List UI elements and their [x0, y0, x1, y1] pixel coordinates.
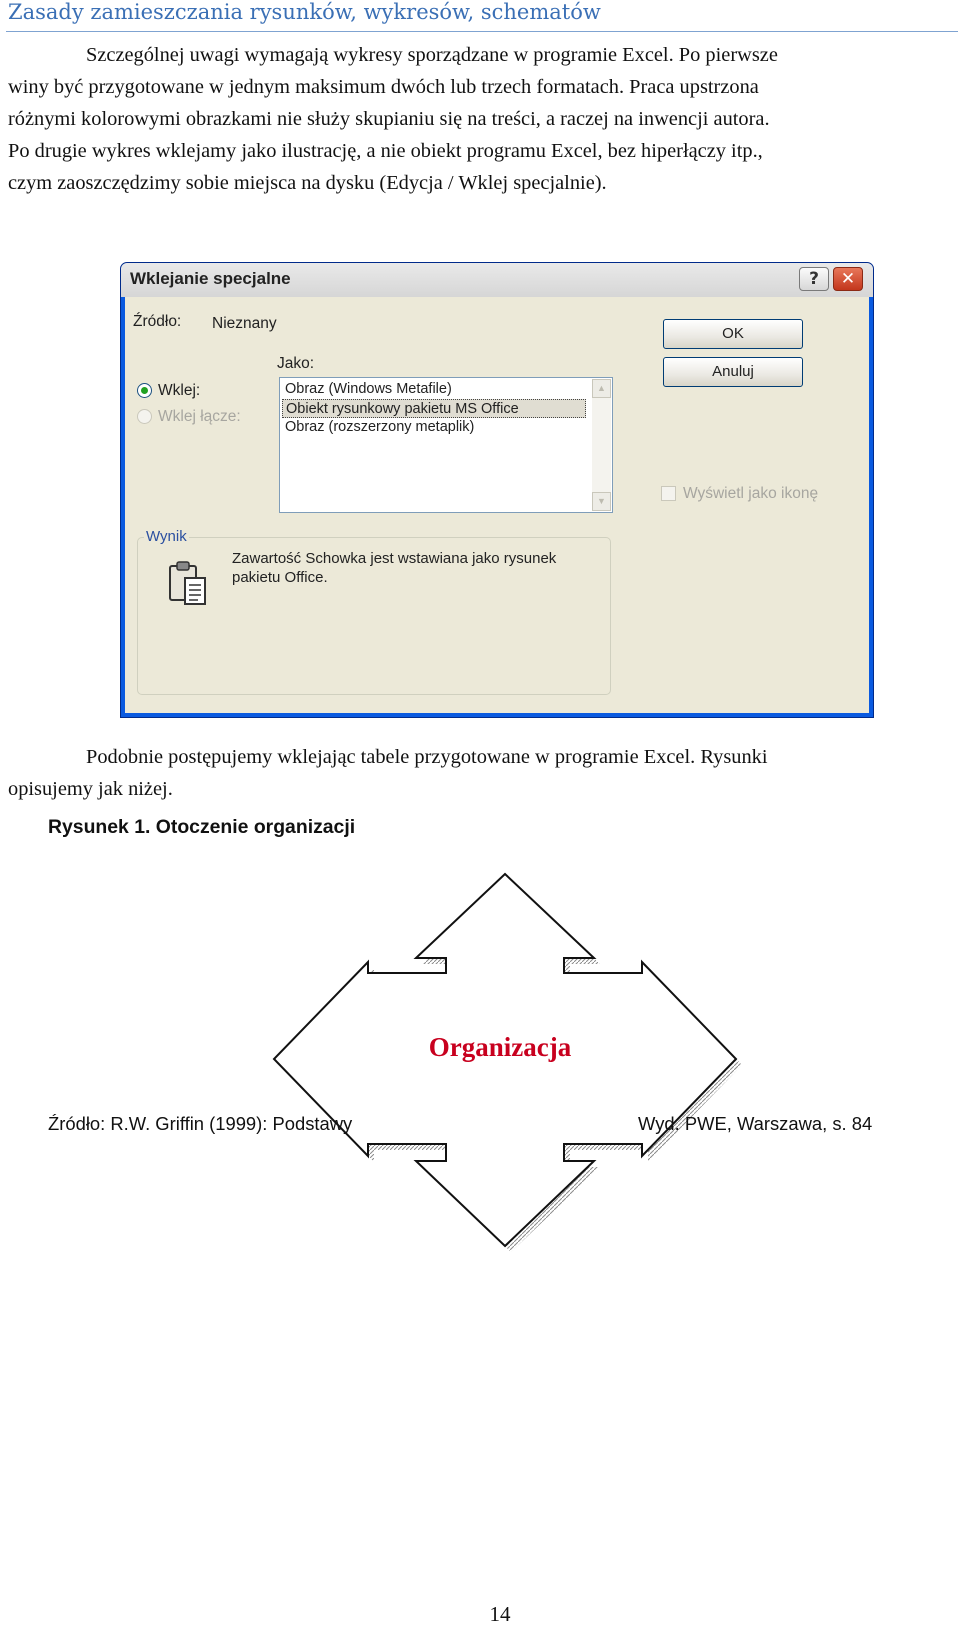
paragraph-1-line-2: winy być przygotowane w jednym maksimum dwóch lub trzech formatach. Praca upstrzona [8, 76, 759, 98]
figure-source-right: Wyd. PWE, Warszawa, s. 84 [638, 1113, 873, 1134]
source-label: Źródło: [133, 313, 182, 330]
format-option-selected[interactable]: Obiekt rysunkowy pakietu MS Office [282, 399, 586, 418]
paste-link-radio [137, 409, 152, 424]
result-groupbox [137, 528, 611, 695]
clipboard-icon [168, 560, 210, 608]
result-text-line-2: pakietu Office. [232, 569, 328, 586]
paragraph-2-line-2: opisujemy jak niżej. [8, 778, 173, 800]
paste-radio[interactable] [137, 383, 152, 398]
format-option[interactable]: Obraz (rozszerzony metaplik) [285, 419, 475, 435]
paragraph-2-line-1: Podobnie postępujemy wklejając tabele przygotowane w programie Excel. Rysunki [86, 746, 768, 768]
scroll-down-icon[interactable]: ▼ [592, 492, 611, 511]
header-rule [6, 31, 958, 32]
paragraph-1-line-3: różnymi kolorowymi obrazkami nie służy skupianiu się na treści, a raczej na inwencji autora. [8, 108, 770, 130]
display-as-icon-checkbox [661, 486, 676, 501]
result-label: Wynik [146, 528, 187, 545]
paste-special-dialog [120, 262, 874, 718]
four-way-arrow-diagram [260, 868, 750, 1268]
paste-radio-label[interactable]: Wklej: [158, 382, 201, 399]
paragraph-1-line-1: Szczególnej uwagi wymagają wykresy sporządzane w programie Excel. Po pierwsze [86, 44, 778, 66]
cancel-button[interactable]: Anuluj [663, 357, 803, 387]
format-option[interactable]: Obraz (Windows Metafile) [285, 381, 452, 397]
paragraph-1-line-5: czym zaoszczędzimy sobie miejsca na dysku (Edycja / Wklej specjalnie). [8, 172, 607, 194]
close-button[interactable]: ✕ [833, 267, 863, 291]
source-value: Nieznany [212, 315, 277, 332]
figure-source-left: Źródło: R.W. Griffin (1999): Podstawy [48, 1113, 353, 1134]
paste-link-radio-label: Wklej łącze: [158, 408, 241, 425]
help-button[interactable]: ? [799, 267, 829, 291]
format-listbox[interactable] [279, 377, 613, 513]
result-text-line-1: Zawartość Schowka jest wstawiana jako rysunek [232, 550, 557, 567]
listbox-scrollbar[interactable] [592, 379, 611, 511]
paragraph-1-line-4: Po drugie wykres wklejamy jako ilustrację, a nie obiekt programu Excel, bez hiperłączy itp., [8, 140, 763, 162]
figure-caption: Rysunek 1. Otoczenie organizacji [48, 816, 356, 838]
as-label: Jako: [277, 355, 315, 372]
organization-label: Organizacja [428, 1032, 572, 1062]
scroll-up-icon[interactable]: ▲ [592, 379, 611, 398]
ok-button[interactable]: OK [663, 319, 803, 349]
page-number: 14 [489, 1602, 511, 1626]
dialog-client-area [125, 297, 869, 713]
display-as-icon-label: Wyświetl jako ikonę [683, 485, 819, 502]
dialog-title: Wklejanie specjalne [130, 269, 291, 288]
running-header: Zasady zamieszczania rysunków, wykresów, schematów [8, 0, 601, 24]
dialog-titlebar [121, 263, 873, 297]
